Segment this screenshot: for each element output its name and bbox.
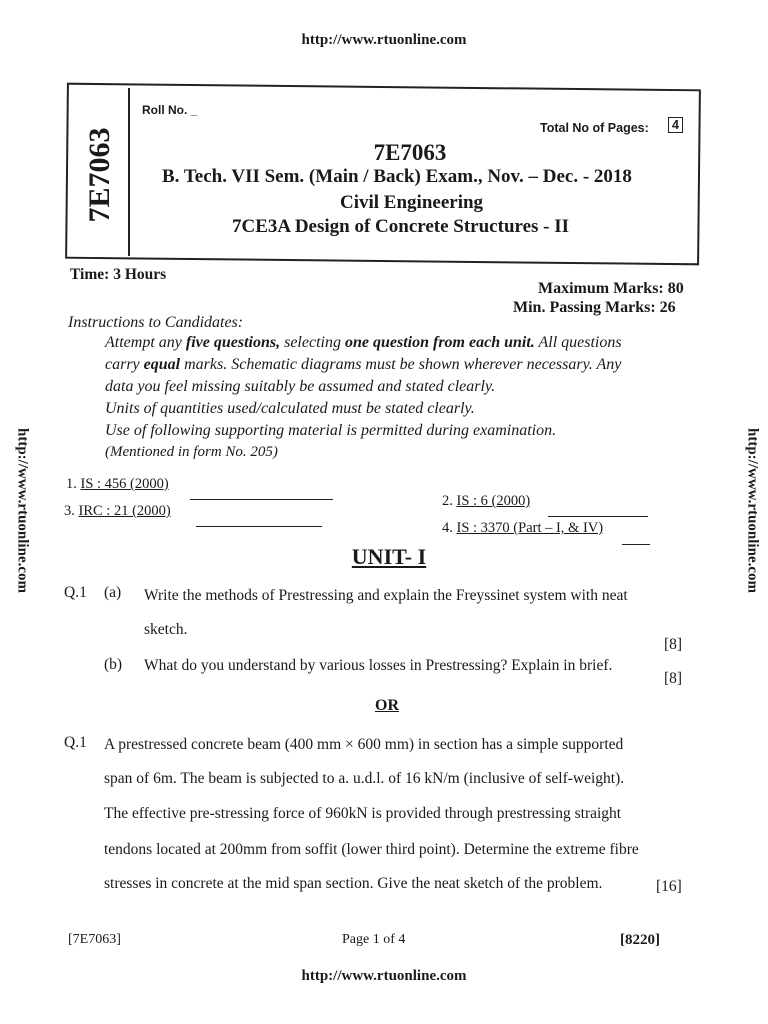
instruction-text: selecting [280, 334, 345, 351]
instruction-text: Attempt any [105, 334, 186, 351]
question-marks: [16] [656, 878, 682, 895]
question-part: (b) [104, 656, 123, 673]
question-text: What do you understand by various losses in Prestressing? Explain in brief. [144, 657, 613, 674]
question-text: The effective pre-stressing force of 960kN is provided through prestressing straight [104, 805, 622, 822]
roll-no: Roll No. _ [142, 103, 198, 117]
instruction-line-2 [105, 356, 621, 374]
side-url-right: http://www.rtuonline.com [744, 428, 761, 593]
top-url: http://www.rtuonline.com [301, 32, 467, 48]
material-item [442, 493, 530, 510]
material-number: 3. [64, 503, 75, 519]
question-text: Write the methods of Prestressing and explain the Freyssinet system with neat [144, 587, 628, 604]
material-number: 4. [442, 520, 453, 536]
instruction-line-5: Use of following supporting material is permitted during examination. [105, 422, 557, 439]
material-number: 1. [66, 476, 77, 492]
material-number: 2. [442, 493, 453, 509]
total-pages-value: 4 [668, 117, 683, 133]
material-line [196, 526, 322, 527]
material-line [190, 499, 333, 500]
material-item [66, 476, 169, 493]
question-text: tendons located at 200mm from soffit (lower third point). Determine the extreme fibre [104, 841, 639, 858]
footer-right: [8220] [620, 932, 660, 948]
material-item [442, 520, 603, 537]
question-text: sketch. [144, 621, 188, 638]
material-code: IRC : 21 (2000) [78, 503, 171, 519]
instruction-emphasis: equal [143, 356, 181, 373]
or-label: OR [375, 697, 399, 714]
instruction-line-1 [105, 334, 622, 352]
instruction-text: marks. Schematic diagrams must be shown wherever necessary. Any [180, 356, 622, 373]
question-text: stresses in concrete at the mid span section. Give the neat sketch of the problem. [104, 875, 603, 892]
instruction-line-4: Units of quantities used/calculated must be stated clearly. [105, 400, 475, 417]
material-item [64, 503, 171, 520]
question-text: span of 6m. The beam is subjected to a. u.d.l. of 16 kN/m (inclusive of self-weight). [104, 770, 625, 787]
material-code: IS : 6 (2000) [456, 493, 531, 509]
instructions-heading: Instructions to Candidates: [68, 314, 244, 331]
unit-title: UNIT- I [351, 544, 427, 569]
question-marks: [8] [664, 636, 683, 653]
side-url-left: http://www.rtuonline.com [14, 428, 31, 593]
min-marks: Min. Passing Marks: 26 [513, 299, 676, 316]
subject: 7CE3A Design of Concrete Structures - II [232, 216, 570, 237]
instruction-line-6: (Mentioned in form No. 205) [105, 444, 278, 460]
question-marks: [8] [664, 670, 683, 687]
instruction-text: carry [105, 356, 144, 373]
bottom-url: http://www.rtuonline.com [301, 968, 467, 984]
exam-line: B. Tech. VII Sem. (Main / Back) Exam., Nov. – Dec. - 2018 [162, 166, 632, 187]
instruction-emphasis: one question from each unit. [344, 334, 535, 351]
total-pages-label: Total No of Pages: [540, 121, 649, 135]
time: Time: 3 Hours [70, 266, 167, 283]
vertical-paper-code: 7E7063 [83, 127, 116, 223]
question-text: A prestressed concrete beam (400 mm × 600 mm) in section has a simple supported [104, 736, 624, 753]
question-part: (a) [104, 584, 122, 601]
instruction-line-3: data you feel missing suitably be assumed and stated clearly. [105, 378, 496, 395]
instruction-emphasis: five questions, [185, 334, 281, 351]
instruction-text: All questions [534, 334, 622, 351]
question-number: Q.1 [64, 584, 87, 601]
branch: Civil Engineering [340, 192, 484, 213]
max-marks: Maximum Marks: 80 [538, 280, 684, 297]
footer-page: Page 1 of 4 [342, 932, 406, 947]
paper-code: 7E7063 [373, 140, 447, 165]
material-line [548, 516, 648, 517]
footer-code: [7E7063] [68, 932, 121, 947]
material-code: IS : 3370 (Part – I, & IV) [456, 520, 604, 536]
question-number: Q.1 [64, 734, 87, 751]
material-code: IS : 456 (2000) [80, 476, 169, 492]
